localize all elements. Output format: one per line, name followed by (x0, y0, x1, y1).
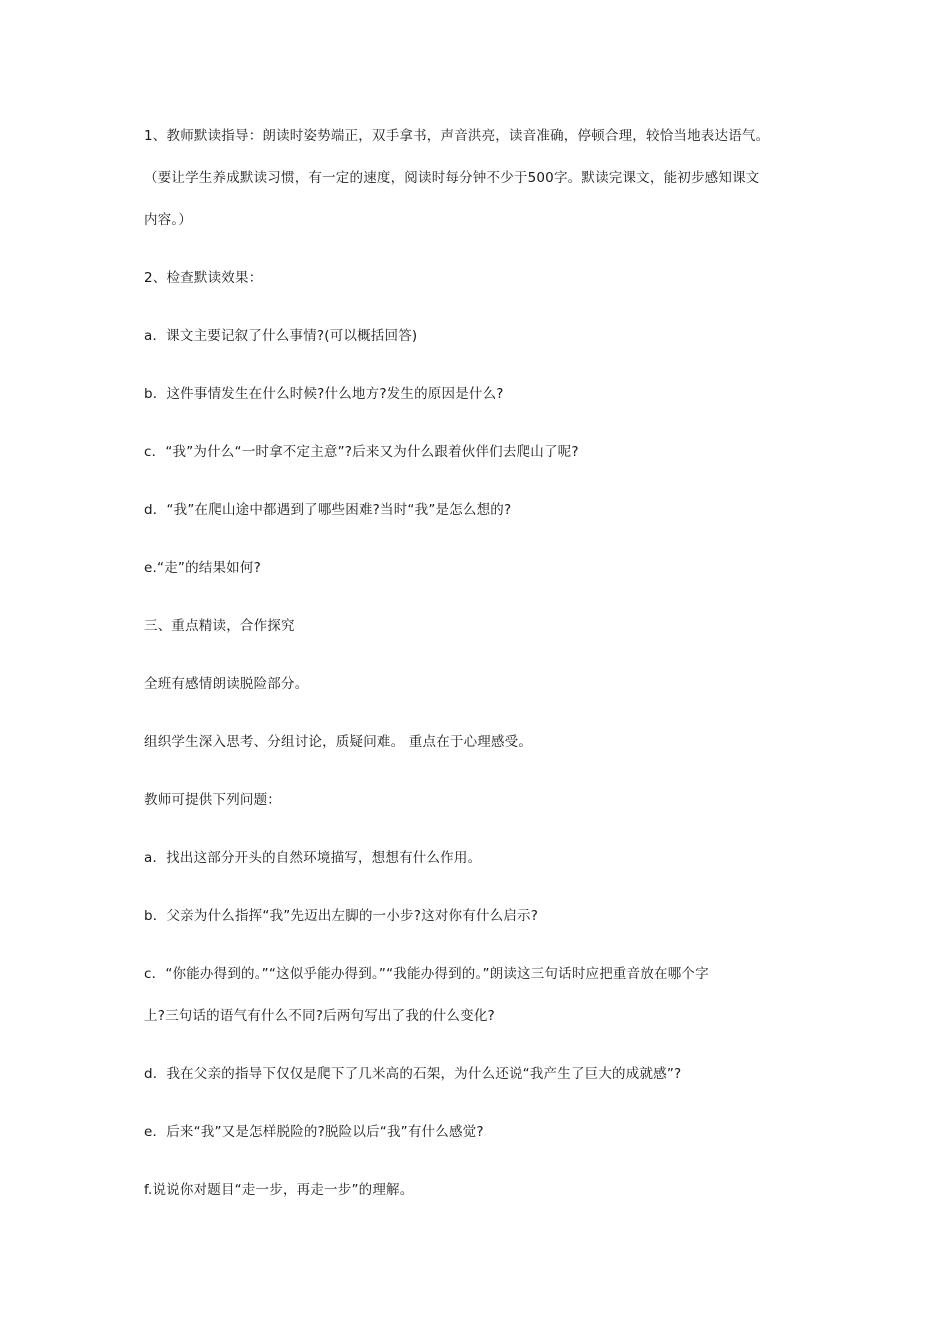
question-e: e.“走”的结果如何? (144, 560, 261, 576)
question-2-d: d．我在父亲的指导下仅仅是爬下了几米高的石架，为什么还说“我产生了巨大的成就感”? (144, 1066, 682, 1082)
question-c: c．“我”为什么“一时拿不定主意”?后来又为什么跟着伙伴们去爬山了呢? (144, 444, 579, 460)
paragraph-1-line-2: （要让学生养成默读习惯，有一定的速度，阅读时每分钟不少于500字。默读完课文，能初步感知课文 (144, 170, 760, 186)
document-body (144, 125, 809, 1237)
section-heading-check: 2、检查默读效果： (144, 270, 263, 286)
paragraph-1-line-1: 1、教师默读指导：朗读时姿势端正，双手拿书，声音洪亮，读音准确，停顿合理，较恰当地表达语气。 (144, 128, 770, 144)
paragraph-teacher-questions: 教师可提供下列问题： (144, 792, 281, 808)
question-2-c-line-2: 上?三句话的语气有什么不同?后两句写出了我的什么变化? (144, 1008, 495, 1024)
question-2-f: f.说说你对题目“走一步，再走一步”的理解。 (144, 1182, 414, 1198)
question-d: d．“我”在爬山途中都遇到了哪些困难?当时“我”是怎么想的? (144, 502, 512, 518)
question-a: a．课文主要记叙了什么事情?(可以概括回答) (144, 328, 418, 344)
paragraph-discussion: 组织学生深入思考、分组讨论，质疑问难。 重点在于心理感受。 (144, 734, 533, 750)
question-2-a: a．找出这部分开头的自然环境描写，想想有什么作用。 (144, 850, 482, 866)
question-b: b．这件事情发生在什么时候?什么地方?发生的原因是什么? (144, 386, 504, 402)
paragraph-1-line-3: 内容。） (144, 212, 193, 228)
section-heading-reading: 三、重点精读，合作探究 (144, 618, 295, 634)
question-2-e: e．后来“我”又是怎样脱险的?脱险以后“我”有什么感觉? (144, 1124, 484, 1140)
question-2-b: b．父亲为什么指挥“我”先迈出左脚的一小步?这对你有什么启示? (144, 908, 539, 924)
question-2-c-line-1: c．“你能办得到的。”“这似乎能办得到。”“我能办得到的。”朗读这三句话时应把重音放在哪个字 (144, 966, 709, 982)
paragraph-class-reading: 全班有感情朗读脱险部分。 (144, 676, 309, 692)
